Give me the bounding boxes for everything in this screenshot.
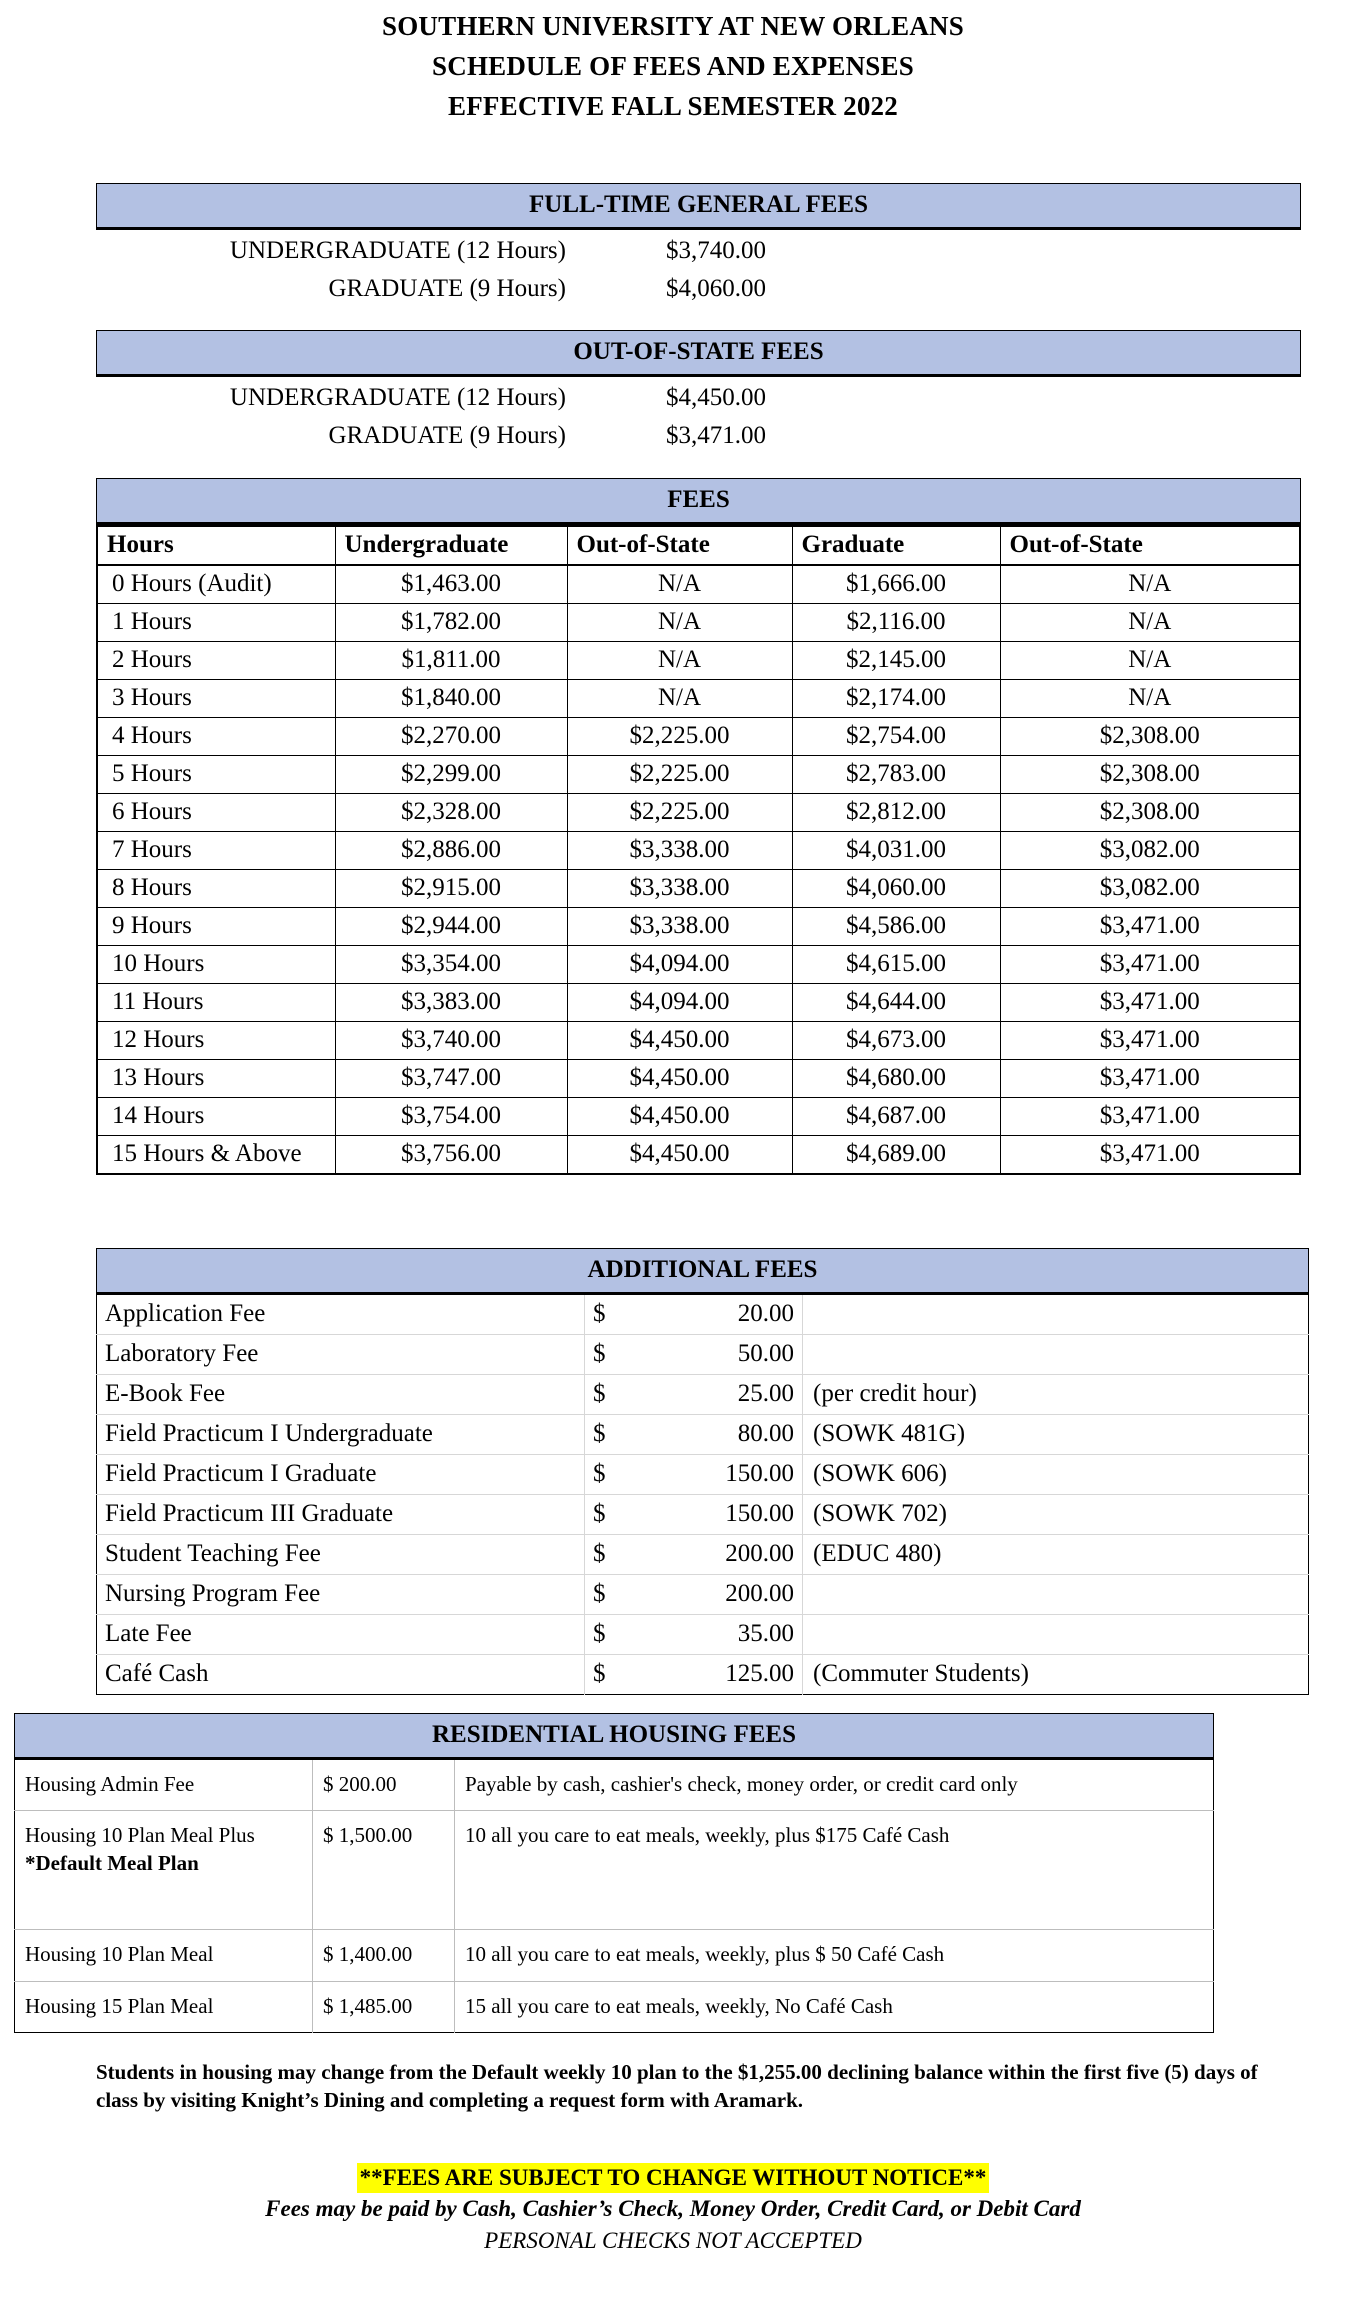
table-row — [97, 756, 1300, 794]
table-row — [97, 1575, 1309, 1615]
fees-cell-undergraduate-out-of-state: $4,450.00 — [567, 1022, 792, 1060]
fees-cell-graduate: $4,586.00 — [792, 908, 1000, 946]
additional-fee-name: Student Teaching Fee — [97, 1535, 585, 1575]
column-header-undergraduate-out-of-state: Out-of-State — [567, 526, 792, 565]
additional-fee-currency-symbol: $ — [585, 1415, 625, 1455]
fees-cell-graduate-out-of-state: N/A — [1000, 642, 1300, 680]
table-row — [97, 794, 1300, 832]
fees-cell-graduate-out-of-state: $3,471.00 — [1000, 1136, 1300, 1175]
fees-cell-undergraduate-out-of-state: N/A — [567, 642, 792, 680]
fees-cell-hours: 2 Hours — [97, 642, 335, 680]
payment-methods-note: Fees may be paid by Cash, Cashier’s Check, Money Order, Credit Card, or Debit Card — [265, 2196, 1081, 2221]
additional-fee-amount: 150.00 — [625, 1455, 803, 1495]
additional-fee-amount: 25.00 — [625, 1375, 803, 1415]
fees-cell-hours: 5 Hours — [97, 756, 335, 794]
page-title-line-2: SCHEDULE OF FEES AND EXPENSES — [432, 51, 914, 81]
additional-fee-note — [803, 1295, 1309, 1335]
fees-cell-hours: 11 Hours — [97, 984, 335, 1022]
fees-cell-graduate: $2,174.00 — [792, 680, 1000, 718]
fees-cell-hours: 7 Hours — [97, 832, 335, 870]
column-header-graduate: Graduate — [792, 526, 1000, 565]
table-row — [97, 1098, 1300, 1136]
fee-label: GRADUATE (9 Hours) — [328, 275, 566, 302]
column-header-graduate-out-of-state: Out-of-State — [1000, 526, 1300, 565]
table-row — [97, 1375, 1309, 1415]
housing-fee-description: 10 all you care to eat meals, weekly, plus $175 Café Cash — [455, 1811, 1214, 1930]
fees-cell-graduate-out-of-state: $3,082.00 — [1000, 870, 1300, 908]
fees-cell-graduate-out-of-state: $3,471.00 — [1000, 946, 1300, 984]
fees-cell-undergraduate-out-of-state: $2,225.00 — [567, 718, 792, 756]
fees-cell-undergraduate: $3,354.00 — [335, 946, 567, 984]
fees-cell-undergraduate-out-of-state: $4,450.00 — [567, 1060, 792, 1098]
additional-fee-amount: 20.00 — [625, 1295, 803, 1335]
fees-cell-undergraduate-out-of-state: $4,450.00 — [567, 1136, 792, 1175]
table-row — [97, 946, 1300, 984]
additional-fees-heading: ADDITIONAL FEES — [96, 1248, 1309, 1295]
fees-cell-graduate: $4,687.00 — [792, 1098, 1000, 1136]
fees-cell-undergraduate: $3,754.00 — [335, 1098, 567, 1136]
table-row — [97, 1655, 1309, 1695]
fees-cell-graduate-out-of-state: $3,471.00 — [1000, 1022, 1300, 1060]
additional-fee-amount: 125.00 — [625, 1655, 803, 1695]
housing-fee-description: Payable by cash, cashier's check, money order, or credit card only — [455, 1760, 1214, 1811]
fees-cell-hours: 10 Hours — [97, 946, 335, 984]
housing-fee-name — [15, 1930, 313, 1981]
additional-fee-amount: 50.00 — [625, 1335, 803, 1375]
housing-fee-name-text: Housing Admin Fee — [25, 1772, 195, 1796]
additional-fee-name: Field Practicum III Graduate — [97, 1495, 585, 1535]
fees-cell-graduate: $4,031.00 — [792, 832, 1000, 870]
additional-fees-table — [96, 1295, 1309, 1695]
fees-cell-undergraduate-out-of-state: $4,450.00 — [567, 1098, 792, 1136]
additional-fee-currency-symbol: $ — [585, 1535, 625, 1575]
fees-cell-graduate: $4,673.00 — [792, 1022, 1000, 1060]
fees-cell-graduate: $2,116.00 — [792, 604, 1000, 642]
housing-fee-name-text: Housing 10 Plan Meal — [25, 1942, 214, 1967]
personal-checks-note: PERSONAL CHECKS NOT ACCEPTED — [484, 2228, 862, 2253]
fee-row — [96, 379, 1301, 417]
additional-fee-name: Nursing Program Fee — [97, 1575, 585, 1615]
fees-cell-undergraduate: $2,270.00 — [335, 718, 567, 756]
additional-fee-currency-symbol: $ — [585, 1335, 625, 1375]
fees-cell-undergraduate: $2,886.00 — [335, 832, 567, 870]
fee-label: GRADUATE (9 Hours) — [328, 422, 566, 449]
footer-block — [0, 2163, 1346, 2257]
fees-table-section — [96, 478, 1301, 1175]
out-of-state-fees-section — [96, 330, 1301, 455]
table-row — [97, 908, 1300, 946]
fees-cell-graduate-out-of-state: $2,308.00 — [1000, 756, 1300, 794]
additional-fee-note: (SOWK 702) — [803, 1495, 1309, 1535]
additional-fee-note: (SOWK 606) — [803, 1455, 1309, 1495]
additional-fee-note: (EDUC 480) — [803, 1535, 1309, 1575]
additional-fee-amount: 200.00 — [625, 1535, 803, 1575]
fees-cell-undergraduate: $1,782.00 — [335, 604, 567, 642]
fee-amount: $4,450.00 — [666, 384, 766, 411]
additional-fee-note — [803, 1335, 1309, 1375]
table-row — [15, 1981, 1214, 2032]
residential-housing-fees-table — [14, 1760, 1214, 2033]
fee-label: UNDERGRADUATE (12 Hours) — [229, 237, 566, 264]
fees-cell-undergraduate-out-of-state: $4,094.00 — [567, 984, 792, 1022]
additional-fee-note: (SOWK 481G) — [803, 1415, 1309, 1455]
column-header-undergraduate: Undergraduate — [335, 526, 567, 565]
fee-row — [96, 417, 1301, 455]
fees-cell-undergraduate-out-of-state: N/A — [567, 604, 792, 642]
additional-fee-currency-symbol: $ — [585, 1615, 625, 1655]
table-row — [97, 1415, 1309, 1455]
fees-table-heading: FEES — [96, 478, 1301, 525]
table-row — [15, 1930, 1214, 1981]
fees-cell-undergraduate: $1,463.00 — [335, 565, 567, 604]
fees-cell-graduate-out-of-state: N/A — [1000, 565, 1300, 604]
fees-cell-undergraduate-out-of-state: $4,094.00 — [567, 946, 792, 984]
fees-cell-undergraduate-out-of-state: $3,338.00 — [567, 832, 792, 870]
additional-fee-amount: 80.00 — [625, 1415, 803, 1455]
fees-cell-graduate: $2,783.00 — [792, 756, 1000, 794]
fees-cell-graduate-out-of-state: $3,471.00 — [1000, 908, 1300, 946]
fees-cell-graduate: $4,689.00 — [792, 1136, 1000, 1175]
fee-row — [96, 270, 1301, 308]
fee-amount: $3,471.00 — [666, 422, 766, 449]
fees-cell-undergraduate: $1,840.00 — [335, 680, 567, 718]
additional-fee-note — [803, 1575, 1309, 1615]
table-row — [15, 1760, 1214, 1811]
fees-cell-undergraduate-out-of-state: N/A — [567, 680, 792, 718]
fee-row — [96, 232, 1301, 270]
document-title-block — [0, 0, 1346, 126]
housing-fee-name — [15, 1981, 313, 2032]
fees-cell-graduate-out-of-state: N/A — [1000, 680, 1300, 718]
housing-fee-amount: $ 1,500.00 — [313, 1811, 455, 1930]
housing-note: Students in housing may change from the Default weekly 10 plan to the $1,255.00 declining balance within the first five (5) days of class by visiting Knight’s Dining and completing a request form with Aramark. — [96, 2060, 1258, 2112]
table-row — [97, 1335, 1309, 1375]
table-row — [97, 1535, 1309, 1575]
fees-cell-hours: 15 Hours & Above — [97, 1136, 335, 1175]
fees-cell-graduate: $4,060.00 — [792, 870, 1000, 908]
table-row — [97, 718, 1300, 756]
default-meal-plan-tag: *Default Meal Plan — [25, 1851, 199, 1876]
fees-cell-undergraduate: $3,756.00 — [335, 1136, 567, 1175]
fees-cell-undergraduate: $2,944.00 — [335, 908, 567, 946]
fees-cell-hours: 13 Hours — [97, 1060, 335, 1098]
residential-housing-fees-table-body — [15, 1760, 1214, 2032]
fees-cell-graduate: $2,754.00 — [792, 718, 1000, 756]
additional-fee-currency-symbol: $ — [585, 1295, 625, 1335]
fees-cell-hours: 4 Hours — [97, 718, 335, 756]
additional-fee-currency-symbol: $ — [585, 1575, 625, 1615]
fees-cell-hours: 0 Hours (Audit) — [97, 565, 335, 604]
table-row — [97, 984, 1300, 1022]
additional-fee-amount: 150.00 — [625, 1495, 803, 1535]
fees-cell-graduate-out-of-state: $2,308.00 — [1000, 718, 1300, 756]
fees-change-notice-wrapper — [0, 2163, 1346, 2193]
housing-fee-amount: $ 1,485.00 — [313, 1981, 455, 2032]
fees-cell-undergraduate-out-of-state: $2,225.00 — [567, 794, 792, 832]
additional-fee-note: (Commuter Students) — [813, 1660, 1029, 1687]
fees-cell-hours: 12 Hours — [97, 1022, 335, 1060]
table-row — [97, 1495, 1309, 1535]
table-row — [97, 1295, 1309, 1335]
table-row — [97, 680, 1300, 718]
fees-cell-graduate: $4,644.00 — [792, 984, 1000, 1022]
fees-cell-graduate-out-of-state: $3,471.00 — [1000, 984, 1300, 1022]
additional-fee-name: Field Practicum I Graduate — [97, 1455, 585, 1495]
full-time-general-fees-heading: FULL-TIME GENERAL FEES — [96, 183, 1301, 230]
fees-cell-undergraduate: $3,740.00 — [335, 1022, 567, 1060]
additional-fee-name: Laboratory Fee — [97, 1335, 585, 1375]
fees-cell-graduate: $1,666.00 — [792, 565, 1000, 604]
additional-fee-name: E-Book Fee — [97, 1375, 585, 1415]
fees-cell-hours: 8 Hours — [97, 870, 335, 908]
fees-cell-hours: 6 Hours — [97, 794, 335, 832]
additional-fee-currency-symbol: $ — [585, 1375, 625, 1415]
table-row — [97, 1136, 1300, 1175]
fee-amount: $4,060.00 — [666, 275, 766, 302]
additional-fee-name: Late Fee — [97, 1615, 585, 1655]
fees-cell-hours: 1 Hours — [97, 604, 335, 642]
fees-cell-undergraduate: $2,299.00 — [335, 756, 567, 794]
additional-fee-name: Application Fee — [97, 1295, 585, 1335]
fee-label: UNDERGRADUATE (12 Hours) — [229, 384, 566, 411]
fees-cell-graduate: $4,615.00 — [792, 946, 1000, 984]
table-row — [97, 870, 1300, 908]
table-row — [97, 565, 1300, 604]
fees-cell-graduate-out-of-state: N/A — [1000, 604, 1300, 642]
fees-change-notice: **FEES ARE SUBJECT TO CHANGE WITHOUT NOTICE** — [357, 2163, 990, 2193]
fees-cell-undergraduate: $3,383.00 — [335, 984, 567, 1022]
residential-housing-fees-heading: RESIDENTIAL HOUSING FEES — [14, 1713, 1214, 1760]
fees-cell-undergraduate: $2,915.00 — [335, 870, 567, 908]
fees-table-body — [97, 565, 1300, 1174]
table-row — [97, 642, 1300, 680]
additional-fee-currency-symbol: $ — [585, 1455, 625, 1495]
additional-fee-currency-symbol: $ — [593, 1660, 606, 1687]
out-of-state-fees-rows — [96, 379, 1301, 455]
fees-cell-graduate-out-of-state: $3,471.00 — [1000, 1098, 1300, 1136]
fees-cell-undergraduate-out-of-state: $3,338.00 — [567, 908, 792, 946]
page-title-line-1: SOUTHERN UNIVERSITY AT NEW ORLEANS — [382, 11, 964, 41]
table-row — [97, 1060, 1300, 1098]
fees-cell-undergraduate-out-of-state: N/A — [567, 565, 792, 604]
fees-cell-hours: 3 Hours — [97, 680, 335, 718]
additional-fee-currency-symbol: $ — [585, 1495, 625, 1535]
fees-cell-graduate: $2,145.00 — [792, 642, 1000, 680]
fees-cell-hours: 9 Hours — [97, 908, 335, 946]
additional-fee-note — [803, 1615, 1309, 1655]
housing-fee-name — [15, 1760, 313, 1811]
fees-cell-hours: 14 Hours — [97, 1098, 335, 1136]
fees-cell-graduate: $2,812.00 — [792, 794, 1000, 832]
full-time-general-fees-rows — [96, 232, 1301, 308]
fees-table-header-row — [97, 526, 1300, 565]
fees-cell-undergraduate: $3,747.00 — [335, 1060, 567, 1098]
housing-fee-name-text: Housing 15 Plan Meal — [25, 1993, 214, 2018]
table-row — [15, 1811, 1214, 1930]
fees-cell-graduate: $4,680.00 — [792, 1060, 1000, 1098]
additional-fees-section — [96, 1248, 1309, 1695]
table-row — [97, 832, 1300, 870]
housing-fee-amount: $ 1,400.00 — [313, 1930, 455, 1981]
fees-cell-undergraduate-out-of-state: $3,338.00 — [567, 870, 792, 908]
additional-fees-table-body — [97, 1295, 1309, 1695]
fees-cell-graduate-out-of-state: $3,082.00 — [1000, 832, 1300, 870]
additional-fee-name: Café Cash — [97, 1655, 585, 1695]
additional-fee-note: (per credit hour) — [803, 1375, 1309, 1415]
column-header-hours: Hours — [97, 526, 335, 565]
housing-fee-name — [15, 1811, 313, 1930]
additional-fee-amount: 35.00 — [625, 1615, 803, 1655]
fees-table — [96, 525, 1301, 1175]
fees-cell-graduate-out-of-state: $2,308.00 — [1000, 794, 1300, 832]
full-time-general-fees-section — [96, 183, 1301, 308]
housing-fee-amount: $ 200.00 — [313, 1760, 455, 1811]
table-row — [97, 604, 1300, 642]
table-row — [97, 1615, 1309, 1655]
housing-fee-description: 15 all you care to eat meals, weekly, No Café Cash — [465, 1993, 893, 2018]
out-of-state-fees-heading: OUT-OF-STATE FEES — [96, 330, 1301, 377]
fees-cell-graduate-out-of-state: $3,471.00 — [1000, 1060, 1300, 1098]
fees-cell-undergraduate-out-of-state: $2,225.00 — [567, 756, 792, 794]
additional-fee-name: Field Practicum I Undergraduate — [97, 1415, 585, 1455]
table-row — [97, 1022, 1300, 1060]
fees-cell-undergraduate: $2,328.00 — [335, 794, 567, 832]
housing-fee-name-text: Housing 10 Plan Meal Plus — [25, 1823, 255, 1848]
residential-housing-fees-section — [14, 1713, 1214, 2033]
table-row — [97, 1455, 1309, 1495]
fee-amount: $3,740.00 — [666, 237, 766, 264]
page-title-line-3: EFFECTIVE FALL SEMESTER 2022 — [448, 91, 898, 121]
housing-fee-description: 10 all you care to eat meals, weekly, plus $ 50 Café Cash — [455, 1930, 1214, 1981]
additional-fee-amount: 200.00 — [625, 1575, 803, 1615]
fees-cell-undergraduate: $1,811.00 — [335, 642, 567, 680]
